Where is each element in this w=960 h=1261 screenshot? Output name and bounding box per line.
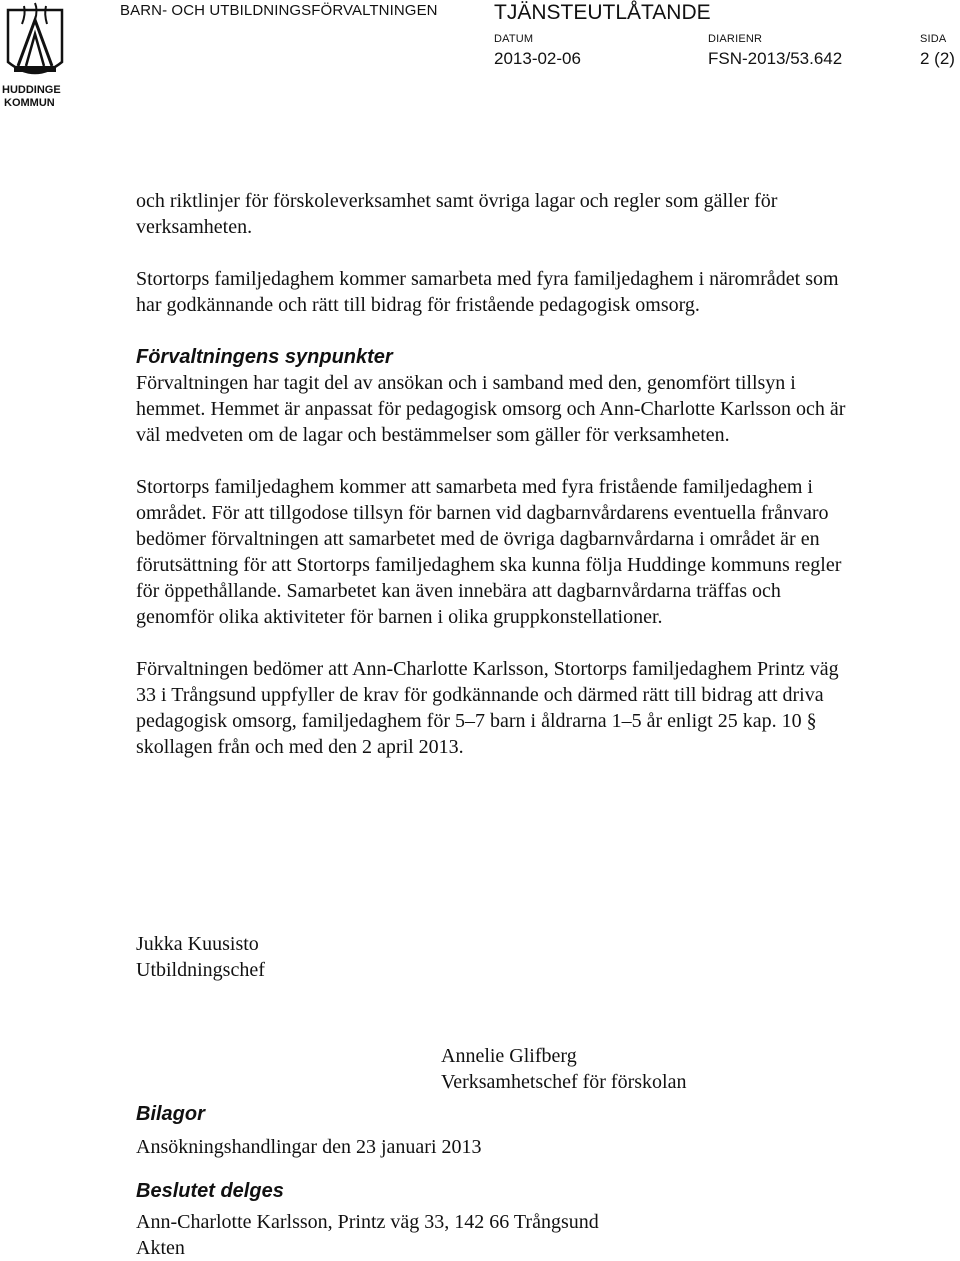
distribution-heading: Beslutet delges	[136, 1180, 284, 1202]
page-label: SIDA	[920, 33, 947, 45]
paragraph-part: Hemmet är anpassat för pedagogisk omsorg och Ann-Charlotte Karlsson och är väl medveten om de lagar och bestämmelser som gäller för verksamheten.	[136, 398, 846, 446]
distribution-item: Akten	[136, 1237, 185, 1259]
signature-name: Jukka Kuusisto	[136, 933, 259, 955]
logo-line1: HUDDINGE	[2, 84, 61, 96]
crest-icon	[0, 0, 70, 110]
page-number: 2 (2)	[920, 49, 955, 68]
paragraph: Stortorps familjedaghem kommer samarbeta med fyra familjedaghem i närområdet som har godkännande och rätt till bidrag för fristående pedagogisk omsorg.	[136, 268, 839, 316]
date-value: 2013-02-06	[494, 49, 581, 68]
attachments-heading: Bilagor	[136, 1103, 205, 1125]
paragraph: Stortorps familjedaghem kommer att samarbeta med fyra fristående familjedaghem i området. För att tillgodose tillsyn för barnen vid dagbarnvårdarens eventuella frånvaro bedömer förvaltningen att samarbetet med de övriga dagbarnvårdarna i området är en förutsättning för att Stortorps familjedaghem ska kunna följa Huddinge kommuns regler för öppethållande. Samarbetet kan även innebära att dagbarnvårdarna träffas och genomför olika aktiviteter för barnen i olika gruppkonstellationer.	[136, 476, 842, 628]
paragraph: och riktlinjer för förskoleverksamhet samt övriga lagar och regler som gäller för verksamheten.	[136, 190, 778, 238]
date-label: DATUM	[494, 33, 534, 45]
document-body	[136, 188, 856, 760]
organization-name: BARN- OCH UTBILDNINGSFÖRVALTNINGEN	[120, 2, 438, 19]
paragraph: Förvaltningen bedömer att Ann-Charlotte Karlsson, Stortorps familjedaghem Printz väg 33 i Trångsund uppfyller de krav för godkännande och därmed rätt till bidrag att driva pedagogisk omsorg, familjedaghem för 5–7 barn i åldrarna 1–5 år enligt 25 kap. 10 § skollagen från och med den 2 april 2013.	[136, 658, 839, 758]
signature-title: Verksamhetschef för förskolan	[441, 1071, 687, 1093]
signature-title: Utbildningschef	[136, 959, 265, 981]
document-type: TJÄNSTEUTLÅTANDE	[494, 1, 711, 24]
diarie-label: DIARIENR	[708, 33, 763, 45]
signature-name: Annelie Glifberg	[441, 1045, 577, 1067]
huddinge-kommun-logo	[0, 0, 70, 110]
paragraph	[136, 370, 856, 448]
paragraph-part: Förvaltningen har tagit del av ansökan och i samband med den, genomfört tillsyn i hemmet.	[136, 372, 796, 420]
distribution-item: Ann-Charlotte Karlsson, Printz väg 33, 142 66 Trångsund	[136, 1211, 599, 1233]
attachment-item: Ansökningshandlingar den 23 januari 2013	[136, 1136, 482, 1158]
logo-line2: KOMMUN	[4, 97, 55, 109]
section-heading: Förvaltningens synpunkter	[136, 346, 393, 368]
diarie-value: FSN-2013/53.642	[708, 49, 843, 68]
